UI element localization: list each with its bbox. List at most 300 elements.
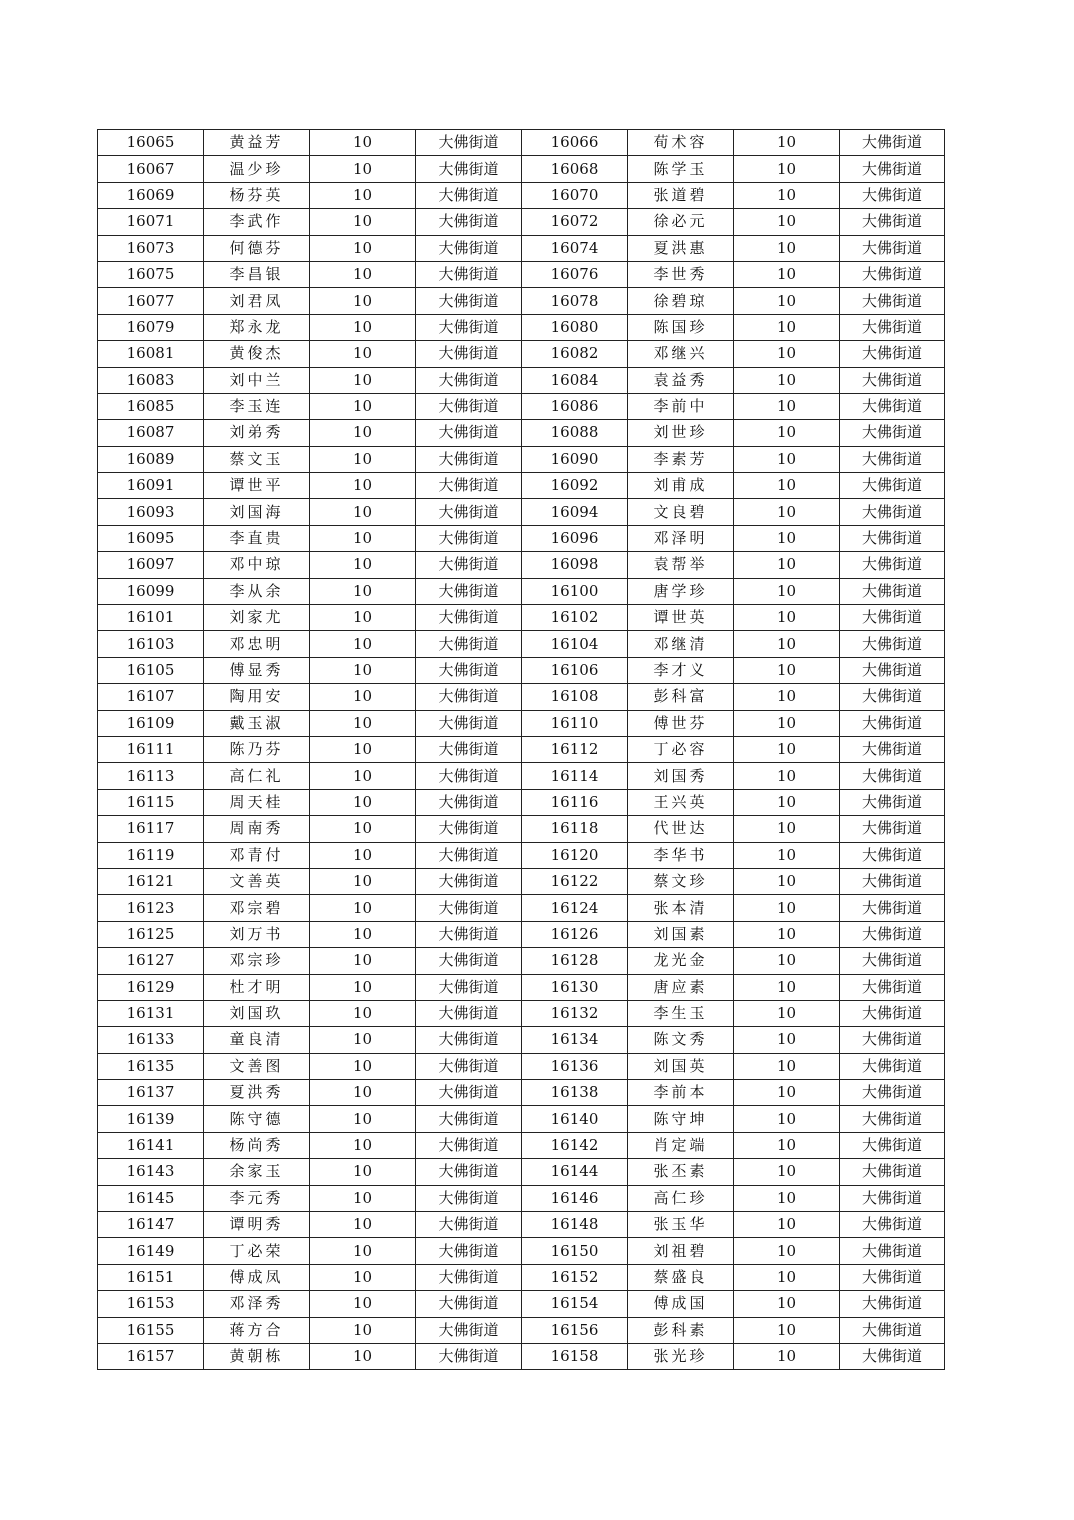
amount-cell: 10 [310,1106,416,1132]
id-cell: 16071 [98,209,204,235]
amount-cell: 10 [310,1159,416,1185]
street-cell: 大佛街道 [416,235,522,261]
street-cell: 大佛街道 [416,1291,522,1317]
street-cell: 大佛街道 [840,552,945,578]
id-cell: 16140 [522,1106,628,1132]
street-cell: 大佛街道 [840,789,945,815]
street-cell: 大佛街道 [840,1106,945,1132]
name-cell: 李生玉 [628,1000,734,1026]
amount-cell: 10 [310,261,416,287]
street-cell: 大佛街道 [416,736,522,762]
table-row [98,473,945,499]
table-row [98,736,945,762]
roster-table [97,129,945,1370]
id-cell: 16148 [522,1212,628,1238]
amount-cell: 10 [734,288,840,314]
id-cell: 16146 [522,1185,628,1211]
amount-cell: 10 [310,393,416,419]
amount-cell: 10 [734,763,840,789]
street-cell: 大佛街道 [840,446,945,472]
table-row [98,974,945,1000]
id-cell: 16104 [522,631,628,657]
amount-cell: 10 [310,631,416,657]
name-cell: 陈乃芬 [204,736,310,762]
street-cell: 大佛街道 [416,1343,522,1369]
table-row [98,261,945,287]
name-cell: 袁帮举 [628,552,734,578]
table-row [98,816,945,842]
id-cell: 16107 [98,684,204,710]
street-cell: 大佛街道 [840,182,945,208]
name-cell: 黄益芳 [204,130,310,156]
street-cell: 大佛街道 [416,710,522,736]
street-cell: 大佛街道 [416,473,522,499]
name-cell: 张光珍 [628,1343,734,1369]
id-cell: 16092 [522,473,628,499]
table-row [98,1238,945,1264]
id-cell: 16147 [98,1212,204,1238]
name-cell: 李前中 [628,393,734,419]
name-cell: 李前本 [628,1080,734,1106]
table-row [98,842,945,868]
amount-cell: 10 [734,473,840,499]
id-cell: 16085 [98,393,204,419]
amount-cell: 10 [310,974,416,1000]
id-cell: 16111 [98,736,204,762]
name-cell: 李武作 [204,209,310,235]
amount-cell: 10 [734,868,840,894]
amount-cell: 10 [734,1106,840,1132]
amount-cell: 10 [734,499,840,525]
amount-cell: 10 [310,1317,416,1343]
street-cell: 大佛街道 [416,1027,522,1053]
name-cell: 傅成国 [628,1291,734,1317]
id-cell: 16069 [98,182,204,208]
name-cell: 蔡文玉 [204,446,310,472]
id-cell: 16101 [98,605,204,631]
street-cell: 大佛街道 [840,1291,945,1317]
amount-cell: 10 [310,182,416,208]
id-cell: 16135 [98,1053,204,1079]
amount-cell: 10 [310,763,416,789]
street-cell: 大佛街道 [416,1185,522,1211]
street-cell: 大佛街道 [416,1317,522,1343]
id-cell: 16074 [522,235,628,261]
id-cell: 16068 [522,156,628,182]
amount-cell: 10 [310,1132,416,1158]
id-cell: 16137 [98,1080,204,1106]
table-row [98,578,945,604]
table-row [98,1053,945,1079]
street-cell: 大佛街道 [416,868,522,894]
amount-cell: 10 [734,684,840,710]
street-cell: 大佛街道 [840,842,945,868]
name-cell: 刘君凤 [204,288,310,314]
street-cell: 大佛街道 [840,605,945,631]
table-row [98,552,945,578]
street-cell: 大佛街道 [416,209,522,235]
name-cell: 谭世平 [204,473,310,499]
table-row [98,1106,945,1132]
street-cell: 大佛街道 [416,552,522,578]
street-cell: 大佛街道 [840,868,945,894]
id-cell: 16134 [522,1027,628,1053]
street-cell: 大佛街道 [840,631,945,657]
street-cell: 大佛街道 [840,948,945,974]
name-cell: 文善图 [204,1053,310,1079]
amount-cell: 10 [734,1264,840,1290]
street-cell: 大佛街道 [840,1027,945,1053]
table-row [98,657,945,683]
amount-cell: 10 [734,1080,840,1106]
table-row [98,288,945,314]
amount-cell: 10 [734,1212,840,1238]
id-cell: 16102 [522,605,628,631]
street-cell: 大佛街道 [416,393,522,419]
name-cell: 李玉连 [204,393,310,419]
name-cell: 荀术容 [628,130,734,156]
amount-cell: 10 [734,736,840,762]
table-row [98,1080,945,1106]
name-cell: 杨尚秀 [204,1132,310,1158]
amount-cell: 10 [310,235,416,261]
id-cell: 16088 [522,420,628,446]
table-row [98,130,945,156]
street-cell: 大佛街道 [416,657,522,683]
street-cell: 大佛街道 [840,578,945,604]
amount-cell: 10 [310,684,416,710]
street-cell: 大佛街道 [416,974,522,1000]
street-cell: 大佛街道 [416,605,522,631]
street-cell: 大佛街道 [416,1053,522,1079]
amount-cell: 10 [310,130,416,156]
name-cell: 谭明秀 [204,1212,310,1238]
street-cell: 大佛街道 [840,156,945,182]
name-cell: 李昌银 [204,261,310,287]
id-cell: 16154 [522,1291,628,1317]
table-row [98,367,945,393]
name-cell: 张道碧 [628,182,734,208]
name-cell: 陈国珍 [628,314,734,340]
amount-cell: 10 [734,261,840,287]
street-cell: 大佛街道 [416,182,522,208]
street-cell: 大佛街道 [416,948,522,974]
street-cell: 大佛街道 [416,420,522,446]
amount-cell: 10 [310,1000,416,1026]
name-cell: 张丕素 [628,1159,734,1185]
table-row [98,1000,945,1026]
id-cell: 16158 [522,1343,628,1369]
id-cell: 16066 [522,130,628,156]
id-cell: 16078 [522,288,628,314]
street-cell: 大佛街道 [840,499,945,525]
id-cell: 16105 [98,657,204,683]
id-cell: 16136 [522,1053,628,1079]
amount-cell: 10 [310,420,416,446]
name-cell: 代世达 [628,816,734,842]
name-cell: 肖定端 [628,1132,734,1158]
street-cell: 大佛街道 [416,261,522,287]
name-cell: 周南秀 [204,816,310,842]
id-cell: 16133 [98,1027,204,1053]
amount-cell: 10 [734,974,840,1000]
amount-cell: 10 [734,710,840,736]
amount-cell: 10 [734,525,840,551]
street-cell: 大佛街道 [416,921,522,947]
name-cell: 刘国秀 [628,763,734,789]
name-cell: 丁必容 [628,736,734,762]
table-row [98,1159,945,1185]
amount-cell: 10 [734,156,840,182]
name-cell: 李从余 [204,578,310,604]
street-cell: 大佛街道 [840,1080,945,1106]
street-cell: 大佛街道 [840,261,945,287]
amount-cell: 10 [734,1132,840,1158]
amount-cell: 10 [310,736,416,762]
table-row [98,1185,945,1211]
amount-cell: 10 [310,552,416,578]
street-cell: 大佛街道 [416,446,522,472]
name-cell: 刘家尤 [204,605,310,631]
name-cell: 徐必元 [628,209,734,235]
amount-cell: 10 [734,816,840,842]
name-cell: 邓继兴 [628,341,734,367]
table-row [98,789,945,815]
id-cell: 16086 [522,393,628,419]
name-cell: 文善英 [204,868,310,894]
street-cell: 大佛街道 [840,341,945,367]
street-cell: 大佛街道 [840,235,945,261]
amount-cell: 10 [734,182,840,208]
id-cell: 16152 [522,1264,628,1290]
table-row [98,314,945,340]
street-cell: 大佛街道 [416,156,522,182]
name-cell: 徐碧琼 [628,288,734,314]
id-cell: 16084 [522,367,628,393]
street-cell: 大佛街道 [840,1053,945,1079]
name-cell: 李直贵 [204,525,310,551]
name-cell: 郑永龙 [204,314,310,340]
id-cell: 16157 [98,1343,204,1369]
name-cell: 唐学珍 [628,578,734,604]
name-cell: 夏洪秀 [204,1080,310,1106]
name-cell: 陈守坤 [628,1106,734,1132]
name-cell: 高仁珍 [628,1185,734,1211]
table-row [98,182,945,208]
name-cell: 温少珍 [204,156,310,182]
street-cell: 大佛街道 [840,1343,945,1369]
id-cell: 16077 [98,288,204,314]
table-row [98,605,945,631]
street-cell: 大佛街道 [416,499,522,525]
name-cell: 黄朝栋 [204,1343,310,1369]
id-cell: 16129 [98,974,204,1000]
street-cell: 大佛街道 [840,525,945,551]
street-cell: 大佛街道 [840,367,945,393]
name-cell: 夏洪惠 [628,235,734,261]
id-cell: 16106 [522,657,628,683]
amount-cell: 10 [310,314,416,340]
table-row [98,895,945,921]
name-cell: 刘中兰 [204,367,310,393]
amount-cell: 10 [734,209,840,235]
name-cell: 刘祖碧 [628,1238,734,1264]
name-cell: 李元秀 [204,1185,310,1211]
id-cell: 16139 [98,1106,204,1132]
amount-cell: 10 [310,525,416,551]
name-cell: 丁必荣 [204,1238,310,1264]
id-cell: 16073 [98,235,204,261]
id-cell: 16095 [98,525,204,551]
id-cell: 16151 [98,1264,204,1290]
table-row [98,209,945,235]
street-cell: 大佛街道 [416,367,522,393]
amount-cell: 10 [310,895,416,921]
amount-cell: 10 [734,895,840,921]
amount-cell: 10 [310,1053,416,1079]
street-cell: 大佛街道 [840,816,945,842]
table-row [98,948,945,974]
amount-cell: 10 [734,842,840,868]
street-cell: 大佛街道 [416,1238,522,1264]
street-cell: 大佛街道 [416,1132,522,1158]
id-cell: 16143 [98,1159,204,1185]
name-cell: 邓继清 [628,631,734,657]
amount-cell: 10 [734,130,840,156]
street-cell: 大佛街道 [416,763,522,789]
id-cell: 16132 [522,1000,628,1026]
name-cell: 傅显秀 [204,657,310,683]
id-cell: 16110 [522,710,628,736]
id-cell: 16120 [522,842,628,868]
street-cell: 大佛街道 [840,1317,945,1343]
street-cell: 大佛街道 [840,130,945,156]
street-cell: 大佛街道 [840,1159,945,1185]
id-cell: 16131 [98,1000,204,1026]
name-cell: 袁益秀 [628,367,734,393]
table-row [98,684,945,710]
amount-cell: 10 [734,314,840,340]
table-row [98,420,945,446]
amount-cell: 10 [310,948,416,974]
id-cell: 16080 [522,314,628,340]
amount-cell: 10 [734,341,840,367]
id-cell: 16138 [522,1080,628,1106]
street-cell: 大佛街道 [416,1212,522,1238]
id-cell: 16083 [98,367,204,393]
id-cell: 16065 [98,130,204,156]
name-cell: 邓泽秀 [204,1291,310,1317]
id-cell: 16124 [522,895,628,921]
name-cell: 刘国玖 [204,1000,310,1026]
name-cell: 彭科富 [628,684,734,710]
amount-cell: 10 [310,1027,416,1053]
id-cell: 16081 [98,341,204,367]
street-cell: 大佛街道 [840,393,945,419]
amount-cell: 10 [734,948,840,974]
id-cell: 16097 [98,552,204,578]
name-cell: 龙光金 [628,948,734,974]
amount-cell: 10 [734,235,840,261]
street-cell: 大佛街道 [416,789,522,815]
amount-cell: 10 [734,1317,840,1343]
name-cell: 刘世珍 [628,420,734,446]
amount-cell: 10 [734,578,840,604]
id-cell: 16115 [98,789,204,815]
table-row [98,631,945,657]
street-cell: 大佛街道 [840,921,945,947]
id-cell: 16072 [522,209,628,235]
table-row [98,525,945,551]
id-cell: 16109 [98,710,204,736]
id-cell: 16121 [98,868,204,894]
street-cell: 大佛街道 [840,895,945,921]
name-cell: 刘国海 [204,499,310,525]
amount-cell: 10 [734,446,840,472]
name-cell: 李才义 [628,657,734,683]
street-cell: 大佛街道 [840,209,945,235]
id-cell: 16142 [522,1132,628,1158]
name-cell: 童良清 [204,1027,310,1053]
roster-body [98,130,945,1370]
amount-cell: 10 [310,710,416,736]
id-cell: 16145 [98,1185,204,1211]
name-cell: 陈守德 [204,1106,310,1132]
name-cell: 张玉华 [628,1212,734,1238]
name-cell: 文良碧 [628,499,734,525]
name-cell: 何德芬 [204,235,310,261]
name-cell: 刘国英 [628,1053,734,1079]
name-cell: 蔡盛良 [628,1264,734,1290]
amount-cell: 10 [310,789,416,815]
street-cell: 大佛街道 [416,130,522,156]
table-row [98,156,945,182]
id-cell: 16127 [98,948,204,974]
id-cell: 16076 [522,261,628,287]
amount-cell: 10 [310,473,416,499]
table-row [98,1212,945,1238]
table-row [98,499,945,525]
name-cell: 王兴英 [628,789,734,815]
name-cell: 李华书 [628,842,734,868]
street-cell: 大佛街道 [416,1264,522,1290]
table-row [98,1264,945,1290]
street-cell: 大佛街道 [416,314,522,340]
street-cell: 大佛街道 [840,710,945,736]
id-cell: 16117 [98,816,204,842]
name-cell: 李素芳 [628,446,734,472]
table-row [98,868,945,894]
id-cell: 16155 [98,1317,204,1343]
id-cell: 16126 [522,921,628,947]
id-cell: 16108 [522,684,628,710]
amount-cell: 10 [310,657,416,683]
amount-cell: 10 [734,1291,840,1317]
amount-cell: 10 [734,789,840,815]
amount-cell: 10 [310,816,416,842]
name-cell: 杨芬英 [204,182,310,208]
name-cell: 高仁礼 [204,763,310,789]
name-cell: 傅成凤 [204,1264,310,1290]
name-cell: 余家玉 [204,1159,310,1185]
amount-cell: 10 [310,842,416,868]
name-cell: 刘甫成 [628,473,734,499]
street-cell: 大佛街道 [416,288,522,314]
amount-cell: 10 [734,921,840,947]
amount-cell: 10 [310,341,416,367]
street-cell: 大佛街道 [840,1185,945,1211]
id-cell: 16091 [98,473,204,499]
